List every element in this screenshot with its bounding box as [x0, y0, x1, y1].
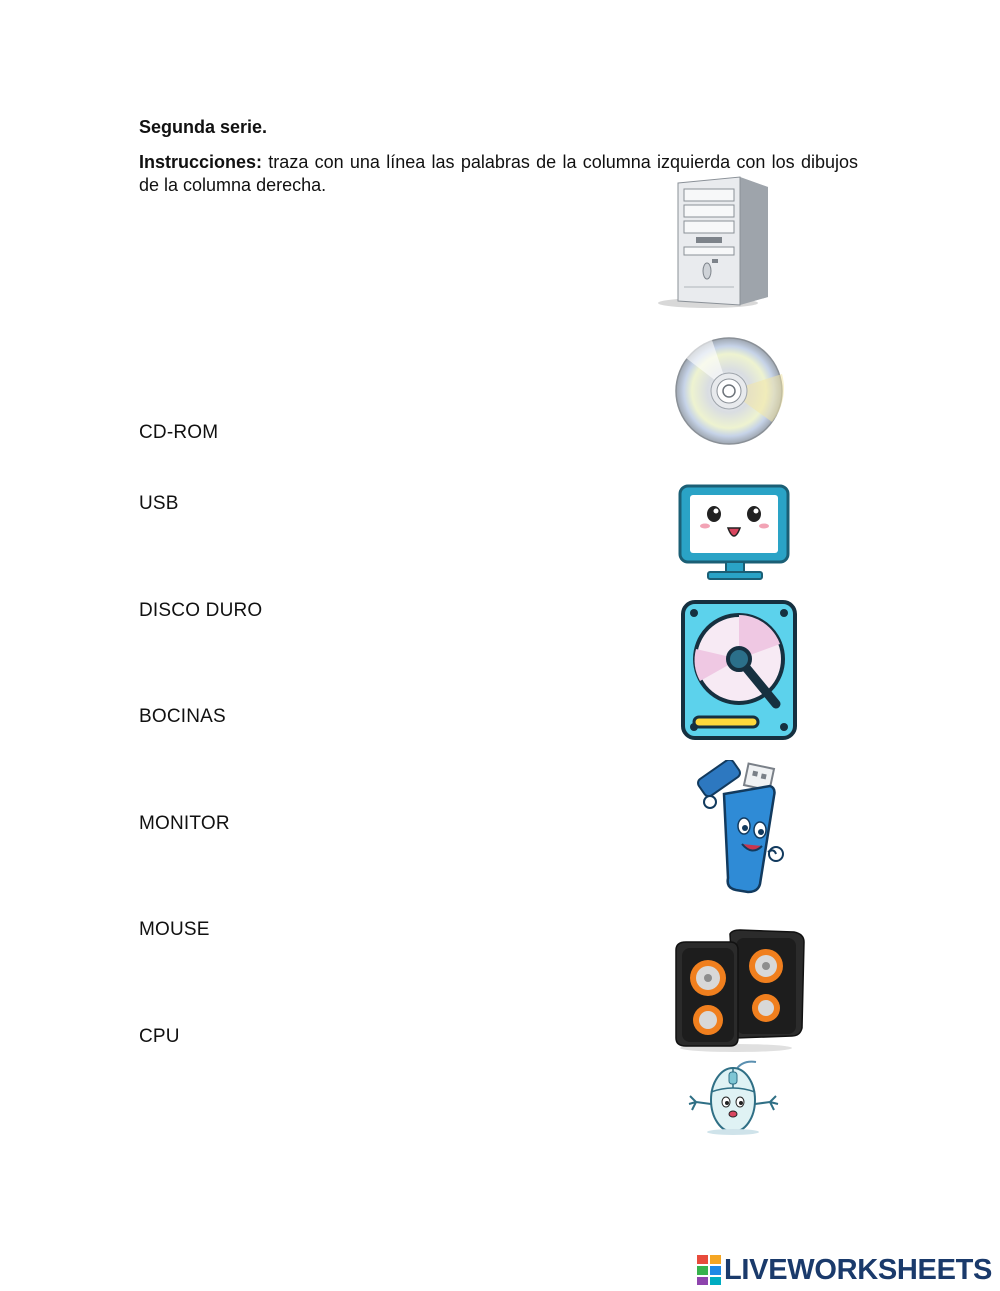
usb-drive-icon[interactable] — [692, 760, 792, 896]
word-bocinas[interactable]: BOCINAS — [139, 706, 226, 727]
liveworksheets-logo — [697, 1254, 992, 1286]
logo-blocks-icon — [697, 1255, 721, 1285]
instructions-label: Instrucciones: — [139, 152, 263, 172]
worksheet-heading: Segunda serie. — [139, 117, 268, 137]
instructions-text: traza con una línea las palabras de la columna izquierda con los dibujos de la columna derecha. — [139, 152, 858, 195]
logo-text: LIVEWORKSHEETS — [724, 1253, 993, 1286]
mouse-icon[interactable] — [686, 1058, 782, 1136]
cd-disc-icon[interactable] — [672, 334, 786, 448]
word-cpu[interactable]: CPU — [139, 1026, 180, 1047]
word-usb[interactable]: USB — [139, 493, 179, 514]
word-disco-duro[interactable]: DISCO DURO — [139, 600, 263, 621]
word-monitor[interactable]: MONITOR — [139, 813, 230, 834]
hard-drive-icon[interactable] — [680, 599, 798, 741]
speakers-icon[interactable] — [674, 928, 808, 1054]
monitor-icon[interactable] — [668, 470, 808, 588]
word-mouse[interactable]: MOUSE — [139, 919, 210, 940]
cpu-tower-icon[interactable] — [650, 175, 770, 310]
word-cd-rom[interactable]: CD-ROM — [139, 422, 219, 443]
